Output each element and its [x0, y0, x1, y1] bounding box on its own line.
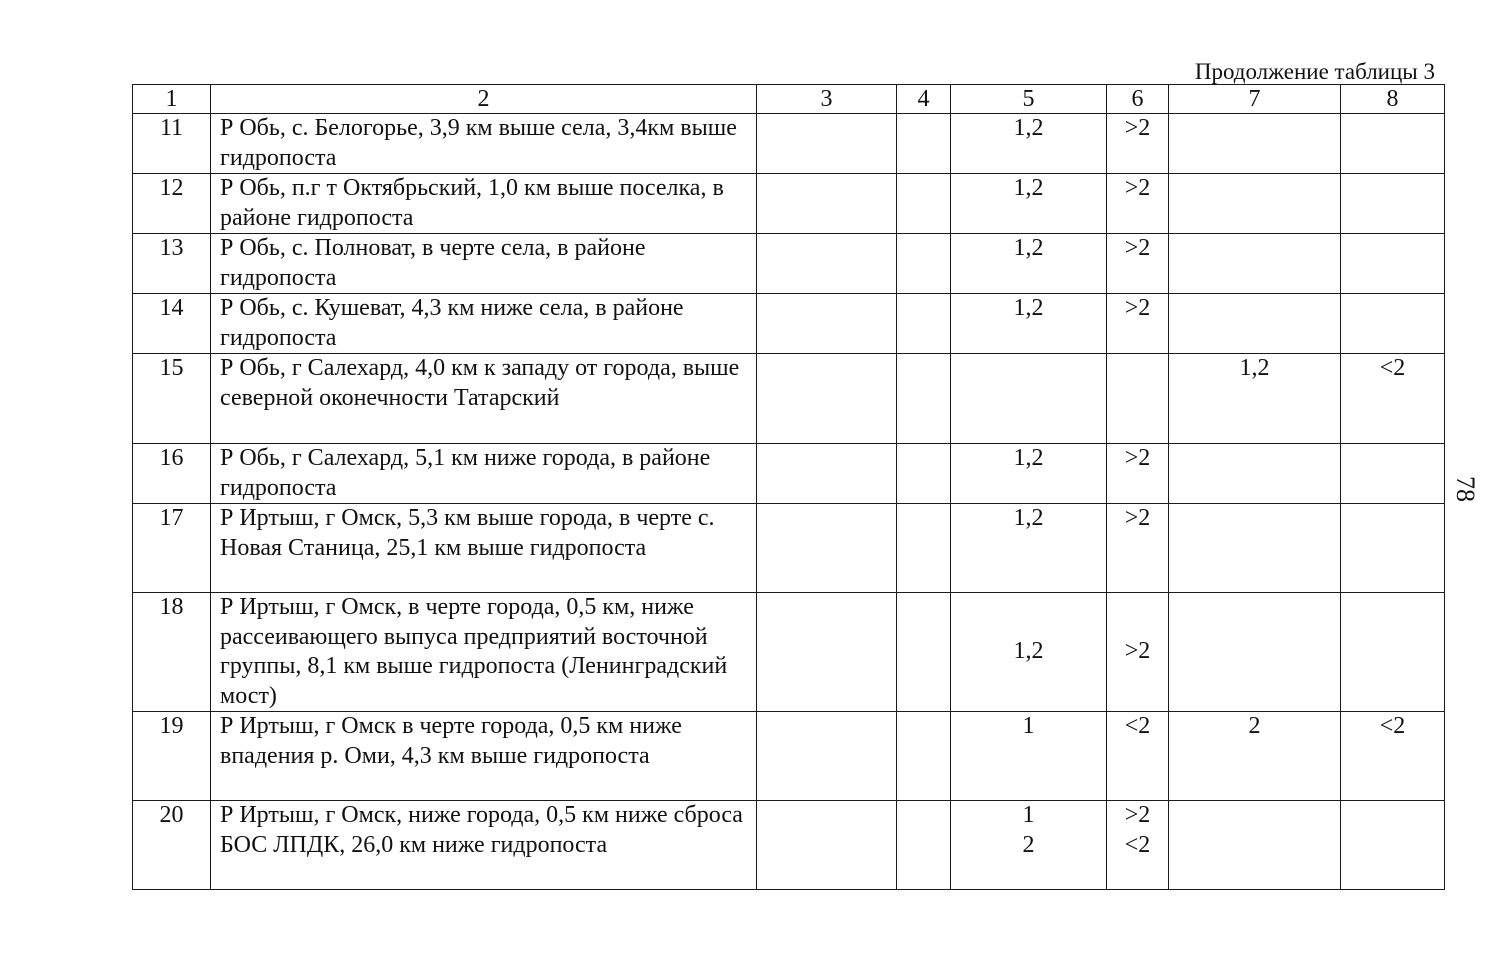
cell-col-8 — [1341, 801, 1445, 890]
cell-col-4 — [897, 114, 951, 174]
cell-col-8 — [1341, 504, 1445, 593]
cell-col-4 — [897, 174, 951, 234]
location-description: Р Обь, г Салехард, 5,1 км ниже города, в районе гидропоста — [211, 444, 757, 504]
cell-col-3 — [757, 593, 897, 712]
cell-col-7 — [1169, 114, 1341, 174]
row-number: 20 — [133, 801, 211, 890]
cell-col-5: 1,2 — [951, 294, 1107, 354]
cell-col-7 — [1169, 444, 1341, 504]
cell-col-7 — [1169, 174, 1341, 234]
cell-col-6: >2 — [1107, 294, 1169, 354]
table-row — [133, 801, 1445, 890]
cell-col-4 — [897, 593, 951, 712]
header-row — [133, 85, 1445, 114]
row-number: 12 — [133, 174, 211, 234]
cell-col-5: 1,2 — [951, 593, 1107, 712]
cell-col-8 — [1341, 114, 1445, 174]
cell-col-8 — [1341, 593, 1445, 712]
header-col-2: 2 — [211, 85, 757, 114]
location-description: Р Иртыш, г Омск, 5,3 км выше города, в черте с. Новая Станица, 25,1 км выше гидропоста — [211, 504, 757, 593]
cell-col-8 — [1341, 234, 1445, 294]
cell-col-5: 1,2 — [951, 234, 1107, 294]
table-row — [133, 174, 1445, 234]
row-number: 19 — [133, 712, 211, 801]
row-number: 13 — [133, 234, 211, 294]
cell-col-6: >2 — [1107, 174, 1169, 234]
location-description: Р Обь, г Салехард, 4,0 км к западу от города, выше северной оконечности Татарский — [211, 354, 757, 444]
cell-col-4 — [897, 712, 951, 801]
cell-col-7 — [1169, 294, 1341, 354]
cell-col-7: 2 — [1169, 712, 1341, 801]
cell-col-5-line: 1 — [1022, 802, 1035, 828]
cell-col-3 — [757, 712, 897, 801]
header-col-5: 5 — [951, 85, 1107, 114]
table-row — [133, 504, 1445, 593]
row-number: 16 — [133, 444, 211, 504]
cell-col-7 — [1169, 234, 1341, 294]
cell-col-7: 1,2 — [1169, 354, 1341, 444]
location-description: Р Обь, п.г т Октябрьский, 1,0 км выше поселка, в районе гидропоста — [211, 174, 757, 234]
cell-col-5: 1,2 — [951, 444, 1107, 504]
location-description: Р Иртыш, г Омск, в черте города, 0,5 км, ниже рассеивающего выпуса предприятий восточной группы, 8,1 км выше гидропоста (Ленинградский мост) — [211, 593, 757, 712]
location-description: Р Иртыш, г Омск, ниже города, 0,5 км ниже сброса БОС ЛПДК, 26,0 км ниже гидропоста — [211, 801, 757, 890]
header-col-4: 4 — [897, 85, 951, 114]
cell-col-5: 1,2 — [951, 504, 1107, 593]
header-col-1: 1 — [133, 85, 211, 114]
cell-col-8 — [1341, 444, 1445, 504]
cell-col-4 — [897, 444, 951, 504]
cell-col-7 — [1169, 801, 1341, 890]
table-row — [133, 234, 1445, 294]
cell-col-8: <2 — [1341, 354, 1445, 444]
cell-col-4 — [897, 504, 951, 593]
table-row — [133, 354, 1445, 444]
location-description: Р Обь, с. Белогорье, 3,9 км выше села, 3,4км выше гидропоста — [211, 114, 757, 174]
header-col-3: 3 — [757, 85, 897, 114]
table-row — [133, 593, 1445, 712]
header-col-7: 7 — [1169, 85, 1341, 114]
cell-col-6-line: >2 — [1124, 802, 1151, 828]
cell-col-6: >2 — [1107, 444, 1169, 504]
row-number: 15 — [133, 354, 211, 444]
cell-col-3 — [757, 114, 897, 174]
cell-col-3 — [757, 801, 897, 890]
cell-col-4 — [897, 234, 951, 294]
cell-col-4 — [897, 801, 951, 890]
row-number: 17 — [133, 504, 211, 593]
cell-col-6: >2 — [1107, 234, 1169, 294]
row-number: 11 — [133, 114, 211, 174]
cell-col-6: >2 — [1107, 504, 1169, 593]
cell-col-6: <2 — [1107, 712, 1169, 801]
cell-col-5 — [951, 354, 1107, 444]
cell-col-3 — [757, 174, 897, 234]
cell-col-5: 1 — [951, 712, 1107, 801]
header-col-6: 6 — [1107, 85, 1169, 114]
cell-col-5: 1,2 — [951, 174, 1107, 234]
location-description: Р Обь, с. Полноват, в черте села, в районе гидропоста — [211, 234, 757, 294]
cell-col-4 — [897, 294, 951, 354]
table-row — [133, 444, 1445, 504]
cell-col-7 — [1169, 593, 1341, 712]
data-table — [132, 84, 1445, 890]
cell-col-5: 1,2 — [951, 114, 1107, 174]
row-number: 14 — [133, 294, 211, 354]
cell-col-3 — [757, 504, 897, 593]
cell-col-8 — [1341, 174, 1445, 234]
row-number: 18 — [133, 593, 211, 712]
cell-col-3 — [757, 294, 897, 354]
table-row — [133, 114, 1445, 174]
cell-col-5-line: 2 — [1022, 831, 1035, 858]
location-description: Р Иртыш, г Омск в черте города, 0,5 км ниже впадения р. Оми, 4,3 км выше гидропоста — [211, 712, 757, 801]
cell-col-6: >2 — [1107, 593, 1169, 712]
cell-col-3 — [757, 234, 897, 294]
cell-col-6: >2 — [1107, 114, 1169, 174]
cell-col-3 — [757, 444, 897, 504]
table-row — [133, 712, 1445, 801]
cell-col-6-line: <2 — [1124, 831, 1151, 858]
page-number: 78 — [1451, 476, 1480, 502]
cell-col-5 — [951, 801, 1107, 890]
cell-col-4 — [897, 354, 951, 444]
header-col-8: 8 — [1341, 85, 1445, 114]
cell-col-3 — [757, 354, 897, 444]
cell-col-7 — [1169, 504, 1341, 593]
location-description: Р Обь, с. Кушеват, 4,3 км ниже села, в районе гидропоста — [211, 294, 757, 354]
cell-col-8: <2 — [1341, 712, 1445, 801]
cell-col-6 — [1107, 354, 1169, 444]
cell-col-8 — [1341, 294, 1445, 354]
table-caption: Продолжение таблицы 3 — [1194, 59, 1435, 84]
table-row — [133, 294, 1445, 354]
cell-col-6 — [1107, 801, 1169, 890]
